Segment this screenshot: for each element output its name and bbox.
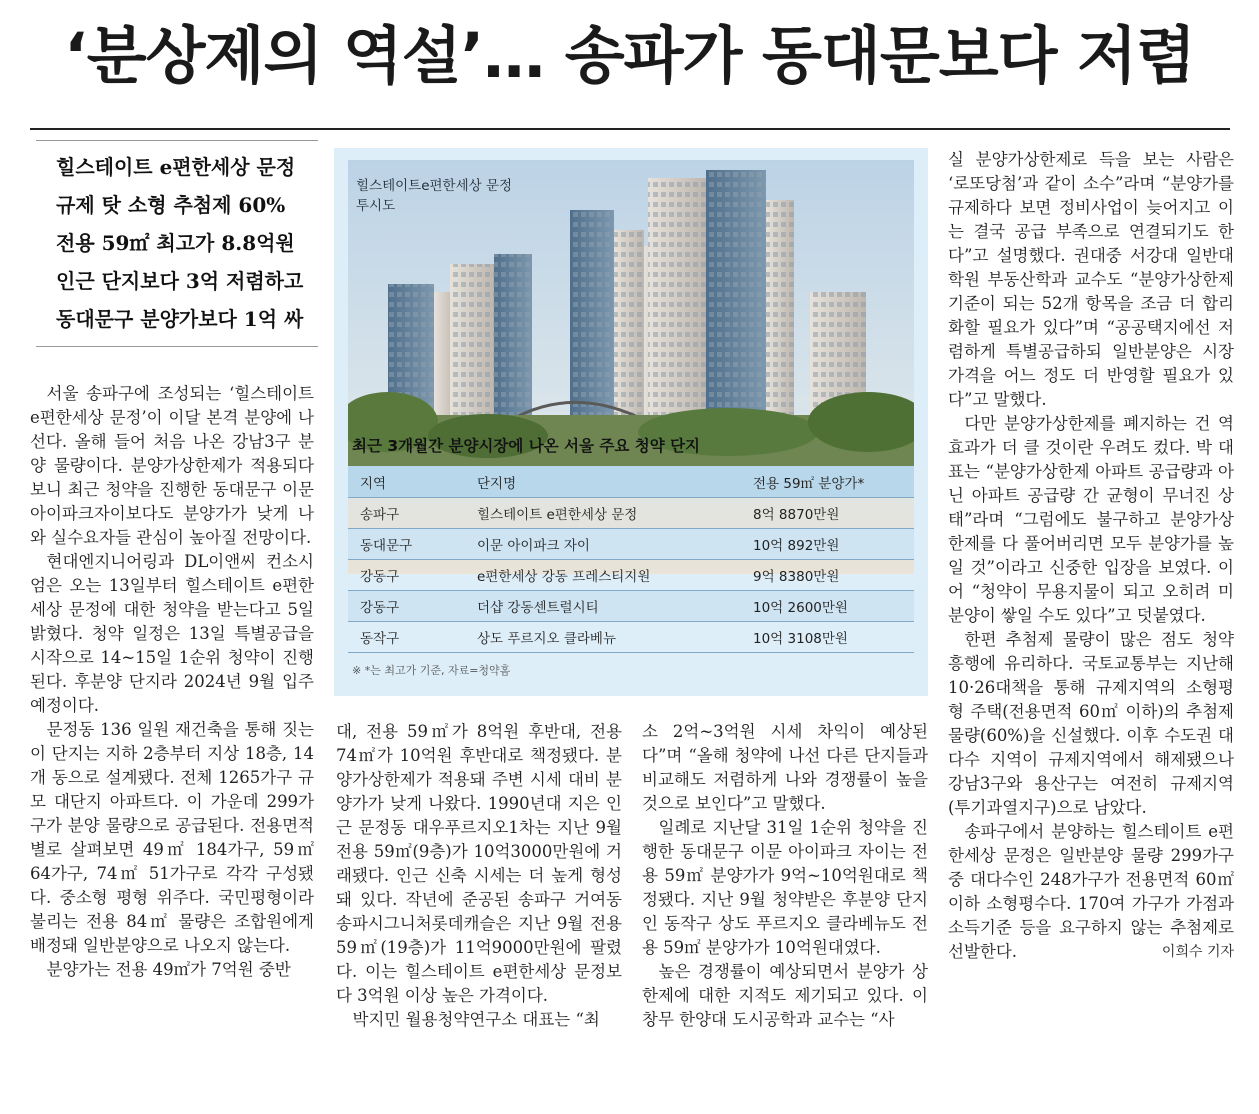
table-cell: e편한세상 강동 프레스티지원 [465, 560, 741, 591]
paragraph: 대, 전용 59㎡가 8억원 후반대, 전용 74㎡가 10억원 후반대로 책정됐다. 분양가상한제가 적용돼 주변 시세 대비 분양가가 낮게 나왔다. 1990년대 지은 인근 문정동 대우푸르지오1차는 지난 9월 전용 59㎡(9층)가 10억3000만원에 거래됐다. 인근 신축 시세는 더 높게 형성돼 있다. 작년에 준공된 송파구 거여동 송파시그니처롯데캐슬은 지난 9월 전용 59㎡(19층)가 11억9000만원에 팔렸다. 이는 힐스테이트 e편한세상 문정보다 3억원 이상 높은 가격이다. [336, 722, 622, 1005]
table-cell: 더샵 강동센트럴시티 [465, 591, 741, 622]
table-header-region: 지역 [348, 466, 465, 498]
table-row [348, 560, 914, 591]
paragraph: 소 2억~3억원 시세 차익이 예상된다”며 “올해 청약에 나선 다른 단지들과 비교해도 저렴하게 나와 경쟁률이 높을 것으로 보인다”고 말했다. [642, 722, 928, 813]
table-cell: 이문 아이파크 자이 [465, 529, 741, 560]
subhead-bottom-rule [36, 346, 318, 347]
headline-rule [30, 128, 1230, 130]
table-cell: 상도 푸르지오 클라베뉴 [465, 622, 741, 653]
table-row [348, 591, 914, 622]
paragraph: 한편 추첨제 물량이 많은 점도 청약 흥행에 유리하다. 국토교통부는 지난해 10·26대책을 통해 규제지역의 소형평형 주택(전용면적 60㎡ 이하)의 추첨제 물량(60%)을 신설했다. 이후 수도권 대다수 지역이 규제지역에서 해제됐으나 강남3구와 용산구는 여전히 규제지역(투기과열지구)으로 남았다. [948, 630, 1234, 817]
subhead-line: 전용 59㎡ 최고가 8.8억원 [56, 231, 295, 255]
article-column-2 [336, 720, 622, 1032]
article-column-3 [642, 720, 928, 1032]
subhead-line: 동대문구 분양가보다 1억 싸 [56, 307, 304, 331]
photo-caption [356, 176, 512, 216]
subhead-line: 힐스테이트 e편한세상 문정 [56, 155, 296, 179]
subhead-line: 인근 단지보다 3억 저렴하고 [56, 269, 304, 293]
article-column-1 [30, 382, 314, 982]
paragraph: 박지민 월용청약연구소 대표는 “최 [352, 1010, 600, 1029]
paragraph: 다만 분양가상한제를 폐지하는 건 역효과가 더 클 것이란 우려도 컸다. 박 대표는 “분양가상한제 아파트 공급량과 아닌 아파트 공급량 간 균형이 무너진 상태”라며 “그럼에도 불구하고 분양가상한제를 다 풀어버리면 모두 분양가를 높일 것”이라고 신중한 입장을 보였다. 이어 “청약이 무용지물이 되고 오히려 미분양이 쌓일 수도 있다”고 덧붙였다. [948, 414, 1234, 625]
article-column-4 [948, 148, 1234, 964]
paragraph: 높은 경쟁률이 예상되면서 분양가 상한제에 대한 지적도 제기되고 있다. 이창무 한양대 도시공학과 교수는 “사 [642, 962, 928, 1029]
table-cell: 동작구 [348, 622, 465, 653]
table-cell: 9억 8380만원 [741, 560, 914, 591]
paragraph: 서울 송파구에 조성되는 ‘힐스테이트 e편한세상 문정’이 이달 본격 분양에 나선다. 올해 들어 처음 나온 강남3구 분양 물량이다. 분양가상한제가 적용되다 보니 최근 청약을 진행한 동대문구 이문 아이파크자이보다도 분양가가 낮게 나와 실수요자들 관심이 높아질 전망이다. [30, 384, 314, 547]
table-cell: 8억 8870만원 [741, 498, 914, 529]
table-row [348, 622, 914, 653]
figure-box [334, 148, 928, 696]
headline: ‘분상제의 역설’… 송파가 동대문보다 저렴 [64, 19, 1195, 92]
table-row [348, 529, 914, 560]
table-header-price: 전용 59㎡ 분양가* [741, 466, 914, 498]
table-cell: 강동구 [348, 591, 465, 622]
table-cell: 동대문구 [348, 529, 465, 560]
paragraph: 일례로 지난달 31일 1순위 청약을 진행한 동대문구 이문 아이파크 자이는 전용 59㎡ 분양가가 9억~10억원대로 책정됐다. 지난 9월 청약받은 후분양 단지인 동작구 상도 푸르지오 클라베뉴도 전용 59㎡ 분양가가 10억원대였다. [642, 818, 928, 957]
subheads [56, 148, 326, 338]
table-cell: 송파구 [348, 498, 465, 529]
table-cell: 10억 3108만원 [741, 622, 914, 653]
paragraph: 실 분양가상한제로 득을 보는 사람은 ‘로또당첨’과 같이 소수”라며 “분양가를 규제하다 보면 정비사업이 늦어지고 이는 결국 공급 부족으로 연결되기도 한다”고 설명했다. 권대중 서강대 일반대학원 부동산학과 교수도 “분양가상한제 기준이 되는 52개 항목을 조금 더 합리화할 필요가 있다”며 “공공택지에선 저렴하게 특별공급하되 일반분양은 시장 가격을 어느 정도 더 반영할 필요가 있다”고 말했다. [948, 150, 1234, 409]
byline: 이희수 기자 [1161, 944, 1234, 960]
table-title: 최근 3개월간 분양시장에 나온 서울 주요 청약 단지 [352, 437, 701, 455]
subhead-top-rule [36, 140, 318, 141]
table-source-note: ※ *는 최고가 기준, 자료=청약홈 [352, 664, 511, 677]
table-header-complex: 단지명 [465, 466, 741, 498]
photo-caption-line: 힐스테이트e편한세상 문정 [356, 178, 513, 194]
paragraph: 현대엔지니어링과 DL이앤씨 컨소시엄은 오는 13일부터 힐스테이트 e편한세상 문정에 대한 청약을 받는다고 5일 밝혔다. 청약 일정은 13일 특별공급을 시작으로 14~15일 1순위 청약이 진행된다. 후분양 단지라 2024년 9월 입주 예정이다. [30, 552, 314, 715]
table-cell: 10억 2600만원 [741, 591, 914, 622]
subscription-table [348, 466, 914, 653]
table-cell: 10억 892만원 [741, 529, 914, 560]
paragraph [948, 820, 1234, 964]
paragraph: 문정동 136 일원 재건축을 통해 짓는 이 단지는 지하 2층부터 지상 18층, 14개 동으로 설계됐다. 전체 1265가구 규모 대단지 아파트다. 이 가운데 299가구가 분양 물량으로 공급된다. 전용면적별로 살펴보면 49㎡ 184가구, 59㎡ 64가구, 74㎡ 51가구로 각각 구성됐다. 중소형 평형 위주다. 국민평형이라 불리는 전용 84㎡ 물량은 조합원에게 배정돼 일반분양으로 나오지 않는다. [30, 720, 314, 955]
table-cell: 강동구 [348, 560, 465, 591]
subhead-line: 규제 탓 소형 추첨제 60% [56, 193, 286, 217]
paragraph-text: 송파구에서 분양하는 힐스테이트 e편한세상 문정은 일반분양 물량 299가구 중 대다수인 248가구가 전용면적 60㎡ 이하 소형평수다. 170여 가구가 가점과 소득기준 등을 요구하지 않는 추첨제로 선발한다. [948, 822, 1234, 961]
table-cell: 힐스테이트 e편한세상 문정 [465, 498, 741, 529]
table-row [348, 498, 914, 529]
paragraph: 분양가는 전용 49㎡가 7억원 중반 [46, 960, 291, 979]
table-header-row [348, 466, 914, 498]
photo-caption-line: 투시도 [356, 198, 396, 214]
